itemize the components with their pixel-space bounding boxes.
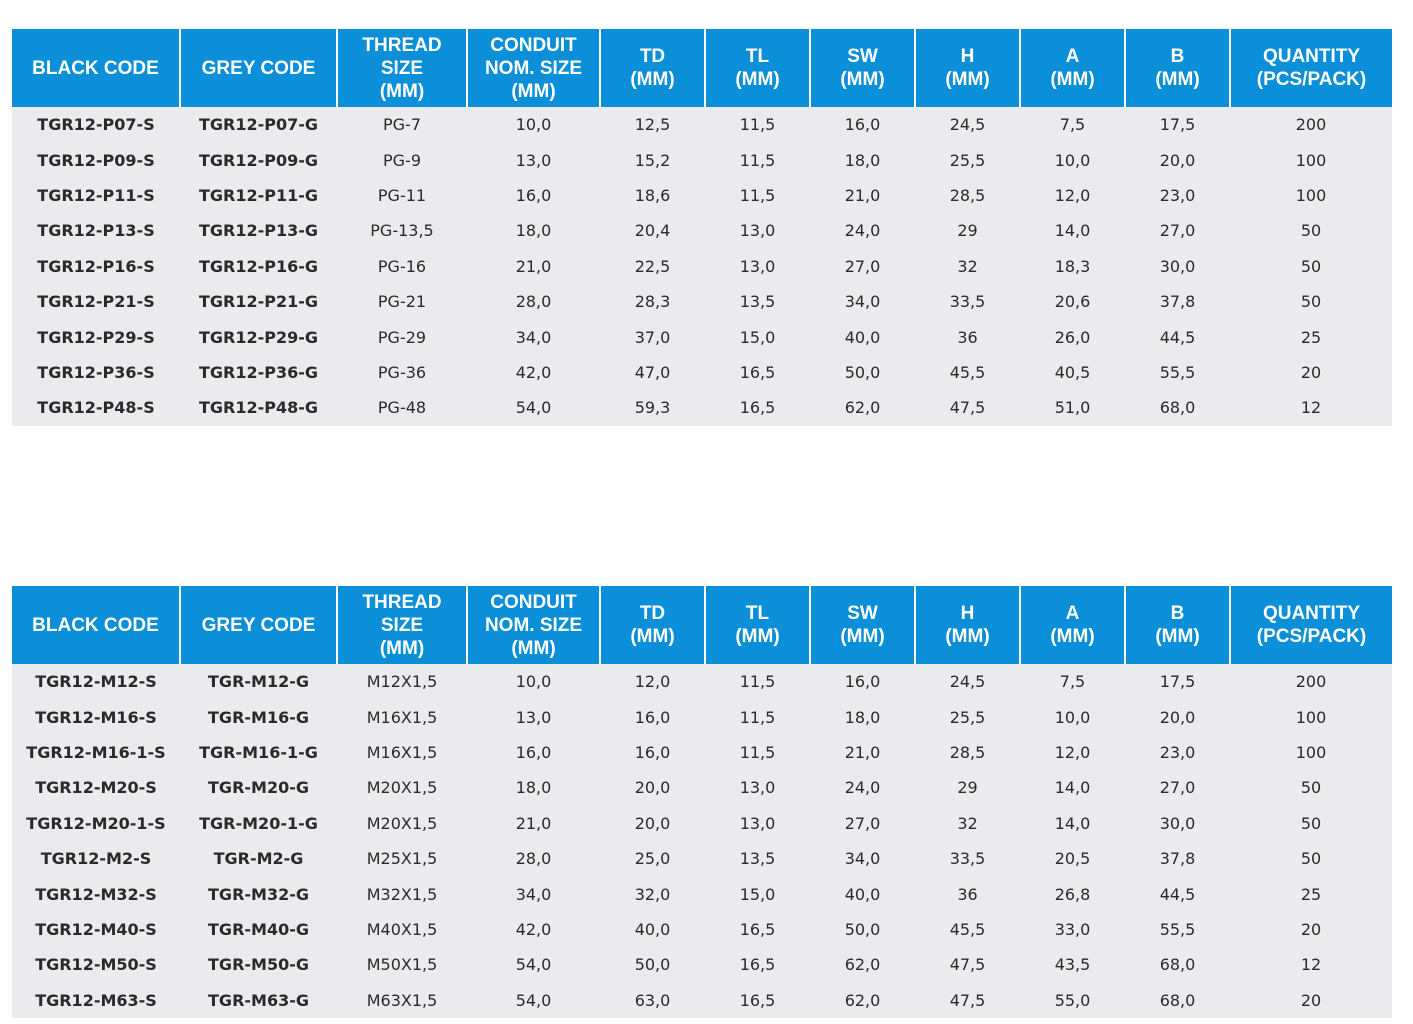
cell-tl: 13,5 [705,284,810,319]
cell-thread-size: PG-9 [337,142,467,177]
cell-sw: 62,0 [810,947,915,982]
cell-black-code: TGR12-P16-S [12,249,180,284]
cell-td: 40,0 [600,912,705,947]
cell-black-code: TGR12-P36-S [12,355,180,390]
cell-quantity: 20 [1230,912,1392,947]
cell-black-code: TGR12-M32-S [12,876,180,911]
cell-h: 45,5 [915,355,1020,390]
cell-b: 27,0 [1125,770,1230,805]
cell-h: 32 [915,806,1020,841]
cell-conduit-nom-size: 28,0 [467,841,600,876]
table-row [12,355,1392,390]
cell-tl: 16,5 [705,983,810,1018]
cell-tl: 15,0 [705,876,810,911]
cell-tl: 11,5 [705,178,810,213]
cell-thread-size: PG-7 [337,107,467,142]
cell-b: 30,0 [1125,249,1230,284]
cell-h: 24,5 [915,107,1020,142]
cell-sw: 50,0 [810,355,915,390]
cell-tl: 13,0 [705,770,810,805]
table-row [12,664,1392,699]
cell-a: 51,0 [1020,390,1125,425]
header-h: H (MM) [915,586,1020,664]
table-row [12,876,1392,911]
table-row [12,912,1392,947]
cell-sw: 18,0 [810,142,915,177]
cell-b: 68,0 [1125,390,1230,425]
cell-td: 59,3 [600,390,705,425]
cell-sw: 21,0 [810,735,915,770]
cell-tl: 16,5 [705,355,810,390]
cell-black-code: TGR12-P07-S [12,107,180,142]
cell-conduit-nom-size: 16,0 [467,178,600,213]
table-row [12,735,1392,770]
cell-conduit-nom-size: 34,0 [467,319,600,354]
cell-b: 17,5 [1125,107,1230,142]
cell-sw: 34,0 [810,841,915,876]
header-row [12,586,1392,664]
cell-thread-size: PG-13,5 [337,213,467,248]
cell-grey-code: TGR-M2-G [180,841,337,876]
cell-conduit-nom-size: 54,0 [467,983,600,1018]
cell-h: 28,5 [915,735,1020,770]
cell-a: 10,0 [1020,699,1125,734]
cell-tl: 11,5 [705,735,810,770]
cell-quantity: 50 [1230,841,1392,876]
cell-black-code: TGR12-M63-S [12,983,180,1018]
cell-thread-size: M16X1,5 [337,699,467,734]
header-h: H (MM) [915,29,1020,107]
cell-a: 14,0 [1020,806,1125,841]
header-a: A (MM) [1020,586,1125,664]
cell-grey-code: TGR12-P36-G [180,355,337,390]
cell-b: 23,0 [1125,178,1230,213]
header-tl: TL (MM) [705,586,810,664]
cell-quantity: 200 [1230,664,1392,699]
header-grey-code: GREY CODE [180,586,337,664]
cell-tl: 13,0 [705,249,810,284]
cell-td: 16,0 [600,735,705,770]
cell-h: 33,5 [915,841,1020,876]
cell-grey-code: TGR12-P07-G [180,107,337,142]
cell-h: 33,5 [915,284,1020,319]
cell-black-code: TGR12-M12-S [12,664,180,699]
cell-a: 12,0 [1020,735,1125,770]
cell-b: 68,0 [1125,983,1230,1018]
cell-td: 28,3 [600,284,705,319]
table-row [12,770,1392,805]
cell-tl: 16,5 [705,390,810,425]
cell-tl: 11,5 [705,142,810,177]
cell-thread-size: M25X1,5 [337,841,467,876]
cell-td: 12,0 [600,664,705,699]
cell-tl: 11,5 [705,699,810,734]
cell-grey-code: TGR-M20-1-G [180,806,337,841]
cell-black-code: TGR12-M2-S [12,841,180,876]
cell-thread-size: PG-21 [337,284,467,319]
cell-a: 12,0 [1020,178,1125,213]
cell-quantity: 50 [1230,806,1392,841]
cell-h: 29 [915,770,1020,805]
cell-conduit-nom-size: 21,0 [467,806,600,841]
cell-thread-size: M50X1,5 [337,947,467,982]
cell-quantity: 100 [1230,735,1392,770]
metric-thread-spec-table [12,586,1392,1018]
cell-thread-size: PG-29 [337,319,467,354]
cell-quantity: 20 [1230,355,1392,390]
cell-conduit-nom-size: 21,0 [467,249,600,284]
header-black-code: BLACK CODE [12,586,180,664]
table-body [12,107,1392,426]
cell-conduit-nom-size: 10,0 [467,107,600,142]
header-sw: SW (MM) [810,29,915,107]
cell-grey-code: TGR-M20-G [180,770,337,805]
cell-a: 26,8 [1020,876,1125,911]
cell-grey-code: TGR-M32-G [180,876,337,911]
header-black-code: BLACK CODE [12,29,180,107]
cell-td: 18,6 [600,178,705,213]
cell-b: 23,0 [1125,735,1230,770]
cell-black-code: TGR12-M16-1-S [12,735,180,770]
cell-td: 20,0 [600,806,705,841]
header-td: TD (MM) [600,29,705,107]
cell-td: 47,0 [600,355,705,390]
header-b: B (MM) [1125,29,1230,107]
cell-tl: 13,5 [705,841,810,876]
cell-grey-code: TGR-M63-G [180,983,337,1018]
cell-td: 37,0 [600,319,705,354]
cell-grey-code: TGR-M50-G [180,947,337,982]
cell-sw: 16,0 [810,664,915,699]
cell-sw: 24,0 [810,770,915,805]
cell-sw: 18,0 [810,699,915,734]
cell-quantity: 50 [1230,770,1392,805]
cell-black-code: TGR12-M20-1-S [12,806,180,841]
cell-sw: 27,0 [810,249,915,284]
header-sw: SW (MM) [810,586,915,664]
cell-conduit-nom-size: 54,0 [467,947,600,982]
cell-sw: 62,0 [810,390,915,425]
cell-td: 20,4 [600,213,705,248]
cell-b: 55,5 [1125,912,1230,947]
cell-a: 33,0 [1020,912,1125,947]
cell-black-code: TGR12-M40-S [12,912,180,947]
cell-quantity: 50 [1230,213,1392,248]
cell-conduit-nom-size: 13,0 [467,699,600,734]
cell-b: 55,5 [1125,355,1230,390]
cell-quantity: 100 [1230,699,1392,734]
cell-quantity: 50 [1230,249,1392,284]
cell-tl: 11,5 [705,107,810,142]
cell-h: 25,5 [915,699,1020,734]
header-tl: TL (MM) [705,29,810,107]
cell-a: 26,0 [1020,319,1125,354]
cell-quantity: 200 [1230,107,1392,142]
cell-black-code: TGR12-M20-S [12,770,180,805]
cell-sw: 62,0 [810,983,915,1018]
cell-sw: 27,0 [810,806,915,841]
header-thread-size: THREAD SIZE (MM) [337,29,467,107]
cell-conduit-nom-size: 34,0 [467,876,600,911]
cell-a: 20,6 [1020,284,1125,319]
cell-b: 44,5 [1125,319,1230,354]
header-conduit-nom-size: CONDUIT NOM. SIZE (MM) [467,29,600,107]
cell-h: 47,5 [915,390,1020,425]
cell-quantity: 25 [1230,876,1392,911]
cell-thread-size: PG-36 [337,355,467,390]
cell-tl: 11,5 [705,664,810,699]
cell-h: 36 [915,319,1020,354]
cell-conduit-nom-size: 10,0 [467,664,600,699]
cell-black-code: TGR12-P29-S [12,319,180,354]
cell-h: 24,5 [915,664,1020,699]
table-row [12,806,1392,841]
cell-thread-size: M32X1,5 [337,876,467,911]
header-grey-code: GREY CODE [180,29,337,107]
cell-quantity: 50 [1230,284,1392,319]
cell-black-code: TGR12-P11-S [12,178,180,213]
header-a: A (MM) [1020,29,1125,107]
cell-h: 47,5 [915,983,1020,1018]
table-row [12,947,1392,982]
cell-a: 14,0 [1020,770,1125,805]
cell-td: 25,0 [600,841,705,876]
cell-thread-size: M63X1,5 [337,983,467,1018]
cell-sw: 34,0 [810,284,915,319]
cell-thread-size: M20X1,5 [337,806,467,841]
cell-td: 12,5 [600,107,705,142]
table-row [12,213,1392,248]
cell-grey-code: TGR-M16-1-G [180,735,337,770]
cell-h: 47,5 [915,947,1020,982]
cell-h: 32 [915,249,1020,284]
cell-quantity: 100 [1230,178,1392,213]
cell-td: 63,0 [600,983,705,1018]
cell-thread-size: PG-11 [337,178,467,213]
cell-b: 44,5 [1125,876,1230,911]
cell-grey-code: TGR-M12-G [180,664,337,699]
cell-td: 16,0 [600,699,705,734]
cell-tl: 15,0 [705,319,810,354]
cell-thread-size: PG-48 [337,390,467,425]
cell-thread-size: M20X1,5 [337,770,467,805]
cell-sw: 21,0 [810,178,915,213]
table-row [12,142,1392,177]
cell-conduit-nom-size: 42,0 [467,355,600,390]
cell-sw: 50,0 [810,912,915,947]
cell-b: 37,8 [1125,284,1230,319]
cell-b: 37,8 [1125,841,1230,876]
cell-b: 68,0 [1125,947,1230,982]
cell-a: 55,0 [1020,983,1125,1018]
cell-grey-code: TGR-M40-G [180,912,337,947]
cell-b: 20,0 [1125,142,1230,177]
cell-td: 22,5 [600,249,705,284]
cell-a: 40,5 [1020,355,1125,390]
cell-conduit-nom-size: 42,0 [467,912,600,947]
cell-tl: 13,0 [705,806,810,841]
cell-thread-size: PG-16 [337,249,467,284]
cell-h: 28,5 [915,178,1020,213]
header-row [12,29,1392,107]
cell-a: 20,5 [1020,841,1125,876]
header-b: B (MM) [1125,586,1230,664]
cell-tl: 16,5 [705,947,810,982]
cell-a: 14,0 [1020,213,1125,248]
cell-sw: 24,0 [810,213,915,248]
cell-a: 10,0 [1020,142,1125,177]
cell-black-code: TGR12-P13-S [12,213,180,248]
table-row [12,107,1392,142]
cell-black-code: TGR12-M16-S [12,699,180,734]
cell-thread-size: M16X1,5 [337,735,467,770]
cell-sw: 40,0 [810,876,915,911]
cell-a: 18,3 [1020,249,1125,284]
cell-grey-code: TGR12-P09-G [180,142,337,177]
header-thread-size: THREAD SIZE (MM) [337,586,467,664]
cell-grey-code: TGR12-P16-G [180,249,337,284]
cell-b: 30,0 [1125,806,1230,841]
table-row [12,841,1392,876]
cell-black-code: TGR12-P48-S [12,390,180,425]
cell-conduit-nom-size: 18,0 [467,213,600,248]
table-row [12,390,1392,425]
cell-h: 36 [915,876,1020,911]
cell-grey-code: TGR12-P13-G [180,213,337,248]
cell-sw: 16,0 [810,107,915,142]
cell-conduit-nom-size: 18,0 [467,770,600,805]
cell-grey-code: TGR12-P11-G [180,178,337,213]
cell-a: 7,5 [1020,664,1125,699]
header-conduit-nom-size: CONDUIT NOM. SIZE (MM) [467,586,600,664]
cell-h: 25,5 [915,142,1020,177]
cell-h: 29 [915,213,1020,248]
cell-thread-size: M12X1,5 [337,664,467,699]
cell-td: 50,0 [600,947,705,982]
cell-a: 7,5 [1020,107,1125,142]
table-row [12,178,1392,213]
cell-quantity: 12 [1230,390,1392,425]
cell-quantity: 20 [1230,983,1392,1018]
header-quantity: QUANTITY (PCS/PACK) [1230,586,1392,664]
cell-quantity: 12 [1230,947,1392,982]
cell-sw: 40,0 [810,319,915,354]
cell-quantity: 100 [1230,142,1392,177]
cell-td: 32,0 [600,876,705,911]
cell-conduit-nom-size: 28,0 [467,284,600,319]
cell-conduit-nom-size: 54,0 [467,390,600,425]
cell-tl: 16,5 [705,912,810,947]
header-quantity: QUANTITY (PCS/PACK) [1230,29,1392,107]
table-row [12,249,1392,284]
table-body [12,664,1392,1018]
table-row [12,983,1392,1018]
cell-black-code: TGR12-M50-S [12,947,180,982]
cell-thread-size: M40X1,5 [337,912,467,947]
cell-tl: 13,0 [705,213,810,248]
cell-quantity: 25 [1230,319,1392,354]
cell-b: 20,0 [1125,699,1230,734]
cell-black-code: TGR12-P09-S [12,142,180,177]
table-row [12,319,1392,354]
cell-b: 27,0 [1125,213,1230,248]
cell-td: 15,2 [600,142,705,177]
table-row [12,284,1392,319]
cell-grey-code: TGR-M16-G [180,699,337,734]
cell-grey-code: TGR12-P48-G [180,390,337,425]
cell-a: 43,5 [1020,947,1125,982]
cell-grey-code: TGR12-P29-G [180,319,337,354]
header-td: TD (MM) [600,586,705,664]
table-row [12,699,1392,734]
cell-grey-code: TGR12-P21-G [180,284,337,319]
cell-h: 45,5 [915,912,1020,947]
pg-thread-spec-table [12,29,1392,426]
cell-black-code: TGR12-P21-S [12,284,180,319]
cell-conduit-nom-size: 16,0 [467,735,600,770]
cell-conduit-nom-size: 13,0 [467,142,600,177]
cell-b: 17,5 [1125,664,1230,699]
cell-td: 20,0 [600,770,705,805]
